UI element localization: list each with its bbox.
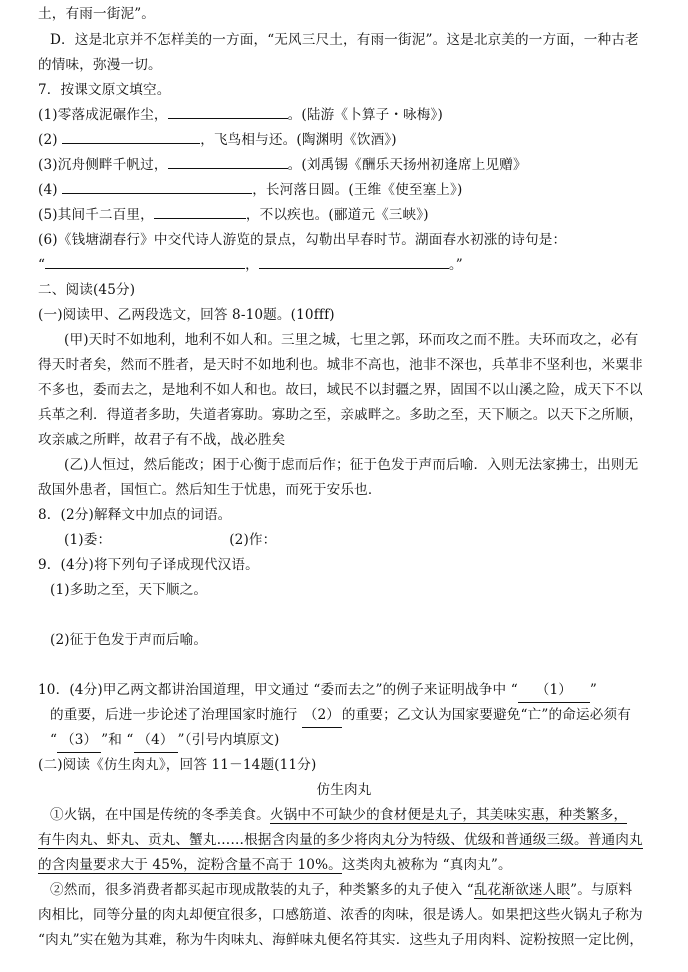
prompt-text: (2) xyxy=(38,132,63,148)
article-line: 而制成的食品，其不仅扩大了食物的多样性，提高了畜产品和海产资源的综合利用和经济效益，还通 xyxy=(38,965,133,967)
question-7-item-1 xyxy=(38,103,652,127)
article-title: 仿生肉丸 xyxy=(316,782,372,798)
question-9-item-2: (2)征于色发于声而后喻。 xyxy=(50,632,208,648)
underlined-text: 乱花渐欲迷人眼 xyxy=(473,882,571,898)
question-8-items xyxy=(64,528,652,552)
answer-blank[interactable] xyxy=(45,255,245,269)
passage-jia-line: 攻亲戚之所畔，故君子有不战，战必胜矣 xyxy=(38,432,286,448)
question-7-item-5 xyxy=(38,203,652,227)
text: ①火锅，在中国是传统的冬季美食。 xyxy=(50,807,270,823)
question-7-item-2 xyxy=(38,128,652,152)
text: ”（引号内填原文) xyxy=(177,732,280,748)
question-7-item-3 xyxy=(38,153,652,177)
text: “ xyxy=(50,732,58,748)
source-text: ，长河落日圆。(王维《使至塞上》) xyxy=(252,182,463,198)
text-line: 土，有雨一街泥”。 xyxy=(38,6,156,22)
article-line: ③仿生食品是通过食品技术手段用普通食品原料和食品添加剂模拟天然食品的营养、风味和形状 xyxy=(50,962,141,964)
article-line: “肉丸”实在勉为其难，称为牛肉味丸、海鲜味丸便名符其实．这些丸子用肉料、淀粉按照一定比例， xyxy=(38,932,644,948)
source-text: 。(刘禹锡《酬乐天扬州初逢席上见赠》 xyxy=(287,157,527,173)
blank-3[interactable]: （3） xyxy=(57,728,101,753)
item-1: (1)委： xyxy=(64,532,112,548)
article-line xyxy=(50,803,652,827)
answer-blank[interactable] xyxy=(168,105,288,119)
passage-yi-line: 敌国外患者，国恒亡。然后知生于忧患，而死于安乐也． xyxy=(38,482,382,498)
section-2-2-heading: (二)阅读《仿生肉丸》，回答 11－14题(11分) xyxy=(38,757,317,773)
article-line: 肉、羊肉、鸡肉、海鲜丸子的主料肉含量大于 10%，从食品加工二业方面看，这类风味丸子可以称 xyxy=(38,956,132,958)
question-7-title: 7．按课文原文填空。 xyxy=(38,82,171,98)
passage-jia-line: 兵革之利．得道者多助，失道者寡助。寡助之至，亲戚畔之。多助之至，天下顺之。以天下之所顺， xyxy=(38,407,643,423)
text: ” xyxy=(589,682,597,698)
prompt-text: (4) xyxy=(38,182,63,198)
answer-blank[interactable] xyxy=(259,255,449,269)
prompt-text: (3)沉舟侧畔千帆过， xyxy=(38,157,168,173)
quote-mark: “ xyxy=(38,257,46,273)
question-9-title: 9．(4分)将下列句子译成现代汉语。 xyxy=(38,557,259,573)
question-9-item-1: (1)多助之至，天下顺之。 xyxy=(50,582,208,598)
blank-2[interactable]: （2） xyxy=(302,703,342,728)
text: 这类肉丸被称为 “真肉丸”。 xyxy=(341,857,512,873)
text-line: 的情味，弥漫一切。 xyxy=(38,57,162,73)
text: 的重要，后进一步论述了治理国家时施行 xyxy=(50,707,302,723)
passage-jia-line: (甲)天时不如地利，地利不如人和。三里之城，七里之郭，环而攻之而不胜。夫环而攻之，必有 xyxy=(64,332,639,348)
question-10-line xyxy=(50,728,652,753)
article-line xyxy=(50,878,652,902)
question-7-item-4 xyxy=(38,178,652,202)
underlined-text: 有牛肉丸、虾丸、贡丸、蟹丸……根据含肉量的多少将肉丸分为特级、优级和普通级三级。普通肉丸 xyxy=(38,832,643,848)
question-10-line xyxy=(38,678,652,703)
article-line: 肉相比，同等分量的肉丸却便宜很多，口感筋道、浓香的肉味，很是诱人。如果把这些火锅丸子称为 xyxy=(38,907,643,923)
question-7-item-6: (6)《钱塘湖春行》中交代诗人游览的景点，勾勒出早春时节。湖面春水初涨的诗句是： xyxy=(38,232,567,248)
article-line xyxy=(38,853,652,877)
answer-blank[interactable] xyxy=(62,180,252,194)
answer-blank[interactable] xyxy=(154,205,246,219)
comma: ， xyxy=(245,257,259,273)
text: ②然而，很多消费者都买起市现成散装的丸子，种类繁多的丸子使入 “ xyxy=(50,882,474,898)
prompt-text: (5)其间千二百里， xyxy=(38,207,154,223)
blank-4[interactable]: （4） xyxy=(134,728,178,753)
passage-yi-line: (乙)人恒过，然后能改；困于心衡于虑而后作；征于色发于声而后喻．入则无法家拂士，出则无 xyxy=(64,457,639,473)
source-text: 。(陆游《卜算子・咏梅》) xyxy=(287,107,443,123)
question-7-item-6-blanks xyxy=(38,253,652,277)
text: 10．(4分)甲乙两文都讲治国道理，甲文通过 “委而去之”的例子来证明战争中 “ xyxy=(38,682,518,698)
section-2-1-heading: (一)阅读甲、乙两段选文，回答 8-10题。(10fff) xyxy=(38,307,335,323)
option-d: D．这是北京并不怎样美的一方面，“无风三尺土，有雨一街泥”。这是北京美的一方面，一种古老 xyxy=(50,32,639,48)
source-text: ，飞鸟相与还。(陶渊明《饮酒》) xyxy=(200,132,397,148)
article-line: 为 “仿生食品”。 xyxy=(38,959,55,961)
article-line: 添加不超过国标安全限量的色素、香精、防腐剂和水分保持剂等食品添加剂调配而成。其中猪肉、牛 xyxy=(38,953,133,955)
passage-jia-line: 不多也，委而去之，是地利不如人和也。故曰，域民不以封疆之界，固国不以山溪之险，成天下不以 xyxy=(38,382,643,398)
text: ”。与原料 xyxy=(570,882,633,898)
quote-mark: 。” xyxy=(448,257,463,273)
blank-1[interactable]: （1） xyxy=(518,678,590,703)
answer-blank[interactable] xyxy=(168,155,288,169)
underlined-text: 火锅中不可缺少的食材便是丸子，其美味实惠，种类繁多， xyxy=(269,807,628,823)
text: ”和 “ xyxy=(101,732,134,748)
article-line xyxy=(38,828,652,852)
question-10-line xyxy=(50,703,652,728)
answer-blank[interactable] xyxy=(62,130,200,144)
passage-jia-line: 得天时者矣，然而不胜者，是天时不如地利也。城非不高也，池非不深也，兵革非不坚利也，米粟非 xyxy=(38,357,643,373)
section-2-heading: 二、阅读(45分) xyxy=(38,282,136,298)
item-2: (2)作： xyxy=(229,532,277,548)
question-8-title: 8．(2分)解释文中加点的词语。 xyxy=(38,507,232,523)
source-text: ，不以疾也。(郦道元《三峡》) xyxy=(245,207,429,223)
text: 的重要；乙文认为国家要避免“亡”的命运必须有 xyxy=(341,707,631,723)
prompt-text: (1)零落成泥碾作尘， xyxy=(38,107,168,123)
underlined-text: 的含肉量要求大于 45%，淀粉含量不高于 10%。 xyxy=(38,857,342,873)
